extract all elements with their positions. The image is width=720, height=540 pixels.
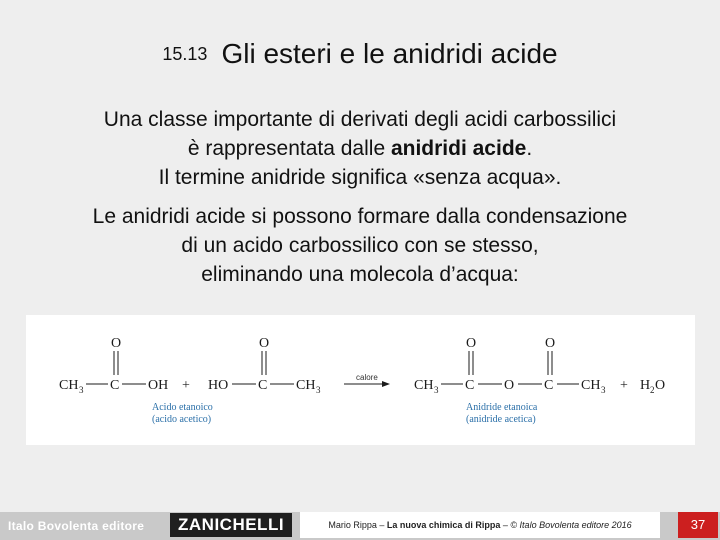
plus-sign: + <box>182 378 190 393</box>
page-number: 37 <box>678 512 718 538</box>
arrow-head <box>382 381 390 387</box>
brand-logo: ZANICHELLI <box>170 513 292 537</box>
formation-line-3: eliminando una molecola d’acqua: <box>201 263 519 286</box>
r2-ho: HO <box>208 378 229 393</box>
product-label-1: Anidride etanoica <box>466 402 538 413</box>
formation-line-2: di un acido carbossilico con se stesso, <box>181 234 539 257</box>
r1-ch3: CH <box>59 378 79 393</box>
p-ch3-left: CH <box>414 378 434 393</box>
r1-oxygen: O <box>111 336 122 351</box>
r1-carbon: C <box>110 378 120 393</box>
condition-label: calore <box>356 373 378 382</box>
reaction-diagram <box>26 315 695 445</box>
publisher-logo: Italo Bovolenta editore <box>8 519 145 533</box>
intro-paragraph <box>30 105 690 192</box>
r2-ch3: CH <box>296 378 316 393</box>
p-carbon-left: C <box>465 378 475 393</box>
r2-carbon: C <box>258 378 268 393</box>
intro-line-2-end: . <box>526 137 533 160</box>
author-name: Mario Rippa – <box>328 520 385 530</box>
formation-paragraph <box>30 202 690 289</box>
p-sub3-left: 3 <box>434 385 439 395</box>
book-title: La nuova chimica di Rippa <box>386 520 501 530</box>
water-o: O <box>655 378 666 393</box>
copyright-text: – © Italo Bovolenta editore 2016 <box>502 520 632 530</box>
r1-sub3: 3 <box>79 385 84 395</box>
p-ch3-right: CH <box>581 378 601 393</box>
formation-line-1: Le anidridi acide si possono formare dalla condensazione <box>92 205 628 228</box>
slide-title-row <box>0 36 720 72</box>
p-sub3-right: 3 <box>601 385 606 395</box>
p-bridge-oxygen: O <box>504 378 515 393</box>
intro-line-1: Una classe importante di derivati degli acidi carbossilici <box>103 108 617 131</box>
plus-sign-2: + <box>620 378 628 393</box>
footer-credit <box>300 512 660 538</box>
section-number: 15.13 <box>162 44 208 64</box>
p-oxygen-right: O <box>545 336 556 351</box>
intro-line-2-text: è rappresentata dalle <box>187 137 391 160</box>
reactant-label-1: Acido etanoico <box>152 402 213 413</box>
r2-sub3: 3 <box>316 385 321 395</box>
r1-oh: OH <box>148 378 169 393</box>
water-h: H <box>640 378 651 393</box>
footer-bar <box>0 512 720 540</box>
r2-oxygen: O <box>259 336 270 351</box>
reactant-label-2: (acido acetico) <box>152 414 212 425</box>
product-label-2: (anidride acetica) <box>466 414 536 425</box>
bold-term: anidridi acide <box>390 137 527 160</box>
reaction-svg <box>26 315 695 445</box>
water-sub2: 2 <box>650 385 655 395</box>
intro-line-2 <box>30 134 690 163</box>
p-carbon-right: C <box>544 378 554 393</box>
intro-line-3: Il termine anidride significa «senza acqua». <box>158 166 562 189</box>
p-oxygen-left: O <box>466 336 477 351</box>
page-title: Gli esteri e le anidridi acide <box>221 38 558 69</box>
